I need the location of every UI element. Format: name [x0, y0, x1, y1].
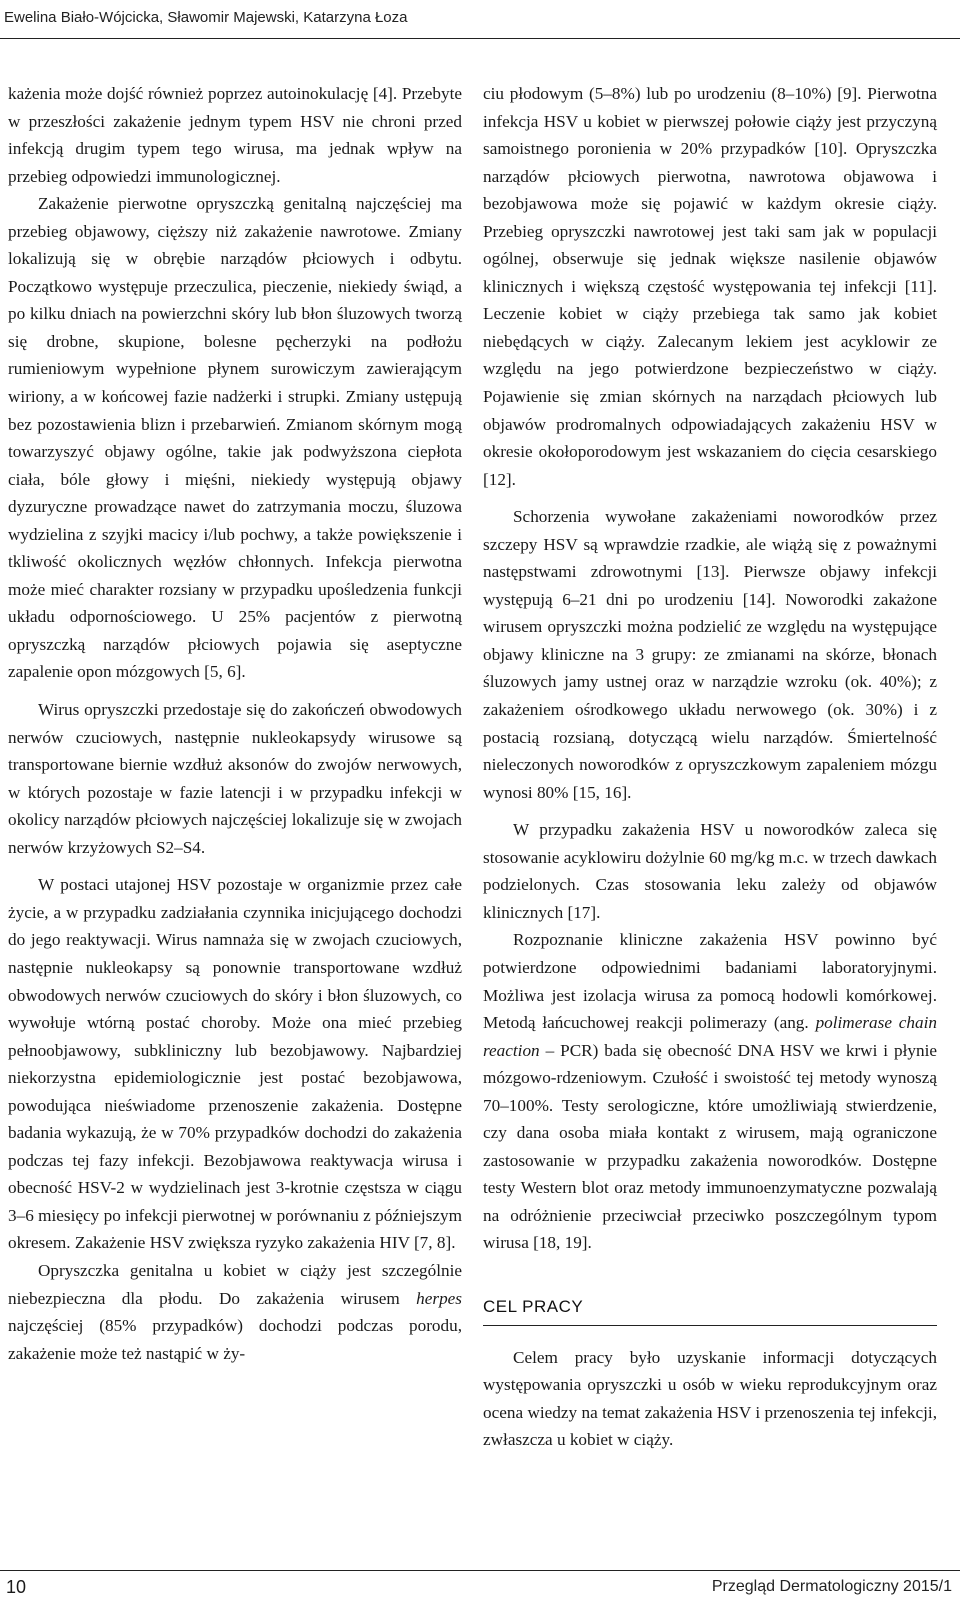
page-header: [0, 0, 960, 39]
paragraph: Celem pracy było uzyskanie informacji dotyczących występowania opryszczki u osób w wieku reprodukcyjnym oraz ocena wiedzy na temat zakażenia HSV i przenoszenia tej infekcji, zwłaszcza u kobiet w ciąży.: [483, 1347, 937, 1450]
paragraph: [8, 1257, 462, 1367]
right-column: [483, 80, 937, 1454]
paragraph: Zakażenie pierwotne opryszczką genitalną najczęściej ma przebieg objawowy, cięższy niż zakażenie nawrotowe. Zmiany lokalizują się w obrębie narządów płciowych i odbytu. Początkowo występuje przeczulica, pieczenie, niekiedy świąd, a po kilku dniach na powierzchni skóry lub błon śluzowych tworzą się drobne, skupione, bolesne pęcherzyki na podłożu rumieniowym wypełnione płynem surowiczym zawierającym wiriony, a w końcowej fazie nadżerki i strupki. Zmiany ustępują bez pozostawienia blizn i przebarwień. Zmianom skórnym mogą towarzyszyć objawy ogólne, takie jak podwyższona ciepłota ciała, bóle głowy i mięśni, niekiedy występują objawy dyzuryczne prowadzące nawet do zatrzymania moczu, śluzowa wydzielina z szyjki macicy i/lub pochwy, a także powiększenie i tkliwość okolicznych węzłów chłonnych. Infekcja pierwotna może mieć charakter rozsiany w przypadku upośledzenia funkcji układu odpornościowego. U 25% pacjentów z pierwotną opryszczką narządów płciowych pojawia się aseptyczne zapalenie opon mózgowych [5, 6].: [8, 194, 462, 682]
paragraph: W przypadku zakażenia HSV u noworodków zaleca się stosowanie acyklowiru dożylnie 60 mg/kg m.c. w trzech dawkach podzielonych. Czas stosowania leku zależy od objawów klinicznych [17].: [483, 820, 937, 922]
paragraph: [483, 926, 937, 1257]
journal-name: Przegląd Dermatologiczny 2015/1: [711, 1578, 952, 1595]
paragraph: Schorzenia wywołane zakażeniami noworodków przez szczepy HSV są wprawdzie rzadkie, ale wiążą się z poważnymi następstwami zdrowotnymi [13]. Pierwsze objawy infekcji występują 6–21 dni po urodzeniu [14]. Noworodki zakażone wirusem opryszczki można podzielić ze względu na występujące objawy kliniczne na 3 grupy: ze zmianami na skórze, błonach śluzowych jamy ustnej oraz w narządzie wzroku (ok. 40%); z zakażeniem ośrodkowego układu nerwowego (ok. 30%) i z postacią rozsianą, dotyczącą wielu narządów. Śmiertelność nieleczonych noworodków z opryszczkowym zapaleniem mózgu wynosi 80% [15, 16].: [483, 507, 937, 802]
text-run: najczęściej (85% przypadków) dochodzi podczas porodu, zakażenie może też nastąpić w ży-: [8, 1316, 462, 1363]
page-number: 10: [6, 1577, 27, 1597]
text-run: Rozpoznanie kliniczne zakażenia HSV powinno być potwierdzone odpowiednimi badaniami laboratoryjnymi. Możliwa jest izolacja wirusa za pomocą hodowli komórkowej. Metodą łańcuchowej reakcji polimerazy (ang.: [483, 930, 937, 1033]
paragraph: każenia może dojść również poprzez autoinokulację [4]. Przebyte w przeszłości zakażenie jednym typem HSV nie chroni przed infekcją drugim typem tego wirusa, ma jednak wpływ na przebieg odpowiedzi immunologicznej.: [8, 84, 462, 186]
paragraph: ciu płodowym (5–8%) lub po urodzeniu (8–10%) [9]. Pierwotna infekcja HSV u kobiet w pierwszej połowie ciąży jest przyczyną samoistnego poronienia w 20% przypadków [10]. Opryszczka narządów płciowych pierwotna, nawrotowa objawowa i bezobjawowa może się pojawić w każdym okresie ciąży. Przebieg opryszczki nawrotowej jest taki sam jak w populacji ogólnej, obserwuje się jednak większe nasilenie objawów klinicznych i większą częstość występowania tej infekcji [11]. Leczenie kobiet w ciąży przebiega tak samo jak kobiet niebędących w ciąży. Zalecanym lekiem jest acyklowir ze względu na jego potwierdzone bezpieczeństwo w ciąży. Pojawienie się zmian skórnych na narządach płciowych lub objawów prodromalnych odpowiadających zakażeniu HSV w okresie okołoporodowym jest wskazaniem do cięcia cesarskiego [12].: [483, 84, 937, 489]
page-footer: [0, 1570, 960, 1605]
paragraph: W postaci utajonej HSV pozostaje w organizmie przez całe życie, a w przypadku zadziałania czynnika inicjującego dochodzi do jego reaktywacji. Wirus namnaża się w zwojach czuciowych, następnie nukleokapsy są ponownie transportowane wzdłuż obwodowych nerwów czuciowych do skóry i błon śluzowych, co wywołuje wtórną postać choroby. Może ona mieć przebieg pełnoobjawowy, subkliniczny lub bezobjawowy. Najbardziej niekorzystna epidemiologicznie jest postać bezobjawowa, powodująca nieświadome przenoszenie zakażenia. Dostępne badania wykazują, że w 70% przypadków dochodzi do zakażenia podczas tej fazy infekcji. Bezobjawowa reaktywacja wirusa i obecność HSV-2 w wydzielinach jest 3-krotnie częstsza w ciągu 3–6 miesięcy po infekcji pierwotnej w porównaniu z późniejszym okresem. Zakażenie HSV zwiększa ryzyko zakażenia HIV [7, 8].: [8, 875, 462, 1253]
italic-term: herpes: [416, 1288, 462, 1308]
paragraph: Wirus opryszczki przedostaje się do zakończeń obwodowych nerwów czuciowych, następnie nukleokapsydy wirusowe są transportowane biernie wzdłuż aksonów do zwojów nerwowych, w których pozostaje w fazie latencji i w przypadku infekcji w okolicy narządów płciowych najczęściej lokalizuje się w zwojach nerwów krzyżowych S2–S4.: [8, 700, 462, 857]
running-head-authors: Ewelina Biało-Wójcicka, Sławomir Majewski, Katarzyna Łoza: [4, 9, 408, 26]
italic-term: polimerase chain reaction: [483, 1013, 937, 1060]
left-column: [8, 80, 462, 1367]
text-run: Opryszczka genitalna u kobiet w ciąży jest szczególnie niebezpieczna dla płodu. Do zakażenia wirusem: [8, 1260, 462, 1308]
section-heading: CEL PRACY: [483, 1293, 937, 1326]
text-run: – PCR) bada się obecność DNA HSV we krwi i płynie mózgowo-rdzeniowym. Czułość i swoistość tej metody wynoszą 70–100%. Testy serologiczne, które umożliwiają stwierdzenie, czy dana osoba miała kontakt z wirusem, mają ograniczone zastosowanie w przypadku zakażenia noworodków. Dostępne testy Western blot oraz metody immunoenzymatyczne pozwalają na odróżnienie przeciwciał przeciwko poszczególnym typom wirusa [18, 19].: [483, 1040, 937, 1253]
